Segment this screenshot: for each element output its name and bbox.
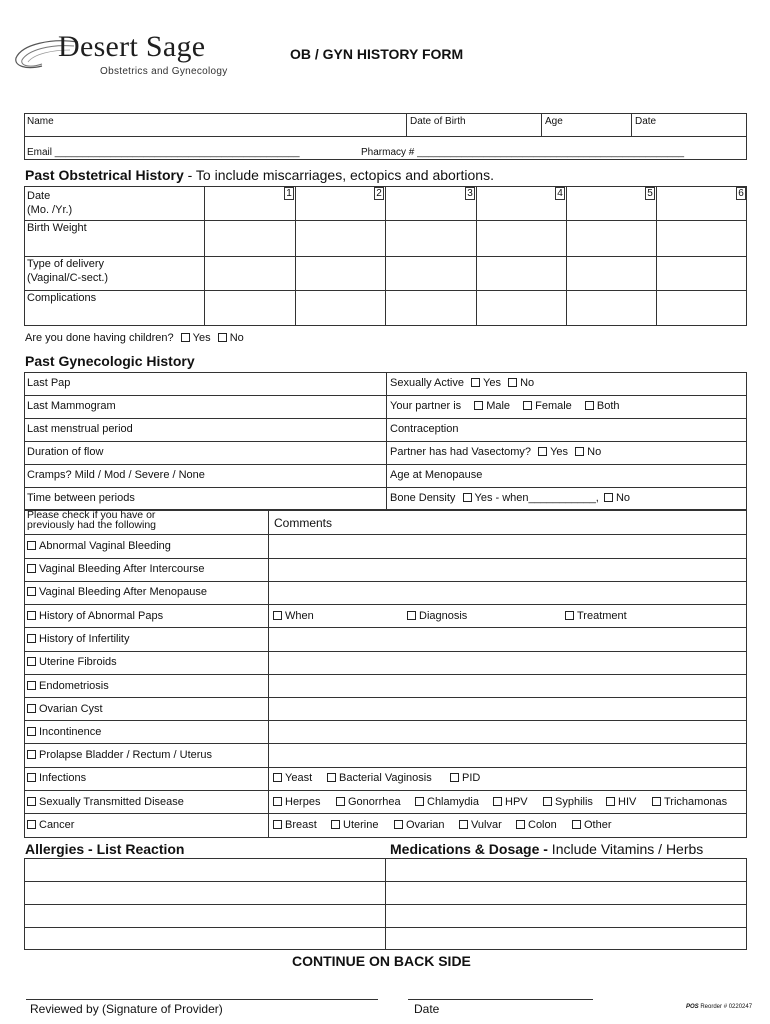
- condition-std[interactable]: Sexually Transmitted Disease: [27, 796, 184, 808]
- contraception-field[interactable]: Contraception: [390, 423, 459, 435]
- cancer-breast-checkbox[interactable]: Breast: [273, 819, 317, 831]
- ob-row-delivery: Type of delivery (Vaginal/C-sect.): [27, 258, 109, 284]
- std-gonorrhea-checkbox[interactable]: Gonorrhea: [336, 796, 401, 808]
- ob-col-4: 4: [555, 187, 565, 200]
- sexually-active-yes-checkbox[interactable]: [471, 378, 480, 387]
- dob-field[interactable]: Date of Birth: [410, 116, 466, 127]
- form-title: OB / GYN HISTORY FORM: [290, 46, 464, 62]
- condition-infertility[interactable]: History of Infertility: [27, 633, 129, 645]
- ob-col-1: 1: [284, 187, 294, 200]
- condition-abnormal-paps[interactable]: History of Abnormal Paps: [27, 610, 163, 622]
- last-menstrual-field[interactable]: Last menstrual period: [27, 423, 133, 435]
- paps-treatment-checkbox[interactable]: Treatment: [565, 610, 627, 622]
- bone-density-row: Bone Density Yes - when___________, No: [390, 492, 630, 504]
- std-herpes-checkbox[interactable]: Herpes: [273, 796, 320, 808]
- infection-yeast-checkbox[interactable]: Yeast: [273, 772, 312, 784]
- vasectomy-no-checkbox[interactable]: [575, 447, 584, 456]
- partner-male-checkbox[interactable]: [474, 401, 483, 410]
- done-having-children: Are you done having children? Yes No: [25, 332, 244, 344]
- check-header: Please check if you have or previously had the following: [27, 509, 156, 531]
- sexually-active-no-checkbox[interactable]: [508, 378, 517, 387]
- cramps-field[interactable]: Cramps? Mild / Mod / Severe / None: [27, 469, 205, 481]
- ob-col-5: 5: [645, 187, 655, 200]
- email-field[interactable]: Email ____________________________________________: [27, 147, 300, 158]
- condition-fibroids[interactable]: Uterine Fibroids: [27, 656, 117, 668]
- comments-header: Comments: [274, 516, 333, 530]
- condition-endometriosis[interactable]: Endometriosis: [27, 680, 109, 692]
- paps-diagnosis-checkbox[interactable]: Diagnosis: [407, 610, 467, 622]
- review-date-line[interactable]: [408, 999, 593, 1000]
- name-field[interactable]: Name: [27, 116, 54, 127]
- signature-line[interactable]: [26, 999, 378, 1000]
- reviewed-by-label: Reviewed by (Signature of Provider): [30, 1002, 223, 1016]
- condition-infections[interactable]: Infections: [27, 772, 86, 784]
- ob-col-2: 2: [374, 187, 384, 200]
- std-hiv-checkbox[interactable]: HIV: [606, 796, 636, 808]
- menopause-age-field[interactable]: Age at Menopause: [390, 469, 483, 481]
- paps-when-checkbox[interactable]: When: [273, 610, 314, 622]
- vasectomy-yes-checkbox[interactable]: [538, 447, 547, 456]
- cancer-other-checkbox[interactable]: Other: [572, 819, 612, 831]
- std-trichamonas-checkbox[interactable]: Trichamonas: [652, 796, 727, 808]
- done-yes-checkbox[interactable]: [181, 333, 190, 342]
- continue-notice: CONTINUE ON BACK SIDE: [292, 953, 471, 969]
- condition-ovarian-cyst[interactable]: Ovarian Cyst: [27, 703, 103, 715]
- vasectomy-row: Partner has had Vasectomy? Yes No: [390, 446, 602, 458]
- date-field[interactable]: Date: [635, 116, 657, 127]
- infection-pid-checkbox[interactable]: PID: [450, 772, 480, 784]
- age-field[interactable]: Age: [545, 116, 563, 127]
- ob-row-birth-weight: Birth Weight: [27, 222, 87, 234]
- reorder-number: POS Reorder # 0220247: [686, 1004, 753, 1010]
- infection-bv-checkbox[interactable]: Bacterial Vaginosis: [327, 772, 432, 784]
- review-date-label: Date: [414, 1002, 440, 1016]
- bone-density-no-checkbox[interactable]: [604, 493, 613, 502]
- medications-heading: Medications & Dosage - Include Vitamins / Herbs: [390, 841, 704, 857]
- condition-incontinence[interactable]: Incontinence: [27, 726, 101, 738]
- obstetrical-heading: Past Obstetrical History - To include miscarriages, ectopics and abortions.: [25, 167, 494, 183]
- condition-bleeding-menopause[interactable]: Vaginal Bleeding After Menopause: [27, 586, 207, 598]
- time-between-periods-field[interactable]: Time between periods: [27, 492, 135, 504]
- bone-density-yes-checkbox[interactable]: [463, 493, 472, 502]
- logo-wordmark: Desert Sage: [58, 30, 206, 63]
- std-chlamydia-checkbox[interactable]: Chlamydia: [415, 796, 479, 808]
- ob-col-6: 6: [736, 187, 746, 200]
- std-syphilis-checkbox[interactable]: Syphilis: [543, 796, 593, 808]
- cancer-ovarian-checkbox[interactable]: Ovarian: [394, 819, 445, 831]
- done-no-checkbox[interactable]: [218, 333, 227, 342]
- partner-both-checkbox[interactable]: [585, 401, 594, 410]
- allergies-heading: Allergies - List Reaction: [25, 841, 185, 857]
- std-hpv-checkbox[interactable]: HPV: [493, 796, 528, 808]
- condition-prolapse[interactable]: Prolapse Bladder / Rectum / Uterus: [27, 749, 212, 761]
- cancer-uterine-checkbox[interactable]: Uterine: [331, 819, 378, 831]
- last-pap-field[interactable]: Last Pap: [27, 377, 71, 389]
- condition-cancer[interactable]: Cancer: [27, 819, 74, 831]
- pharmacy-field[interactable]: Pharmacy # ________________________________________________: [361, 147, 685, 158]
- logo-subtitle: Obstetrics and Gynecology: [100, 66, 228, 77]
- duration-flow-field[interactable]: Duration of flow: [27, 446, 104, 458]
- ob-row-date: Date (Mo. /Yr.): [27, 190, 73, 216]
- cancer-vulvar-checkbox[interactable]: Vulvar: [459, 819, 502, 831]
- partner-female-checkbox[interactable]: [523, 401, 532, 410]
- last-mammogram-field[interactable]: Last Mammogram: [27, 400, 116, 412]
- ob-col-3: 3: [465, 187, 475, 200]
- condition-abnormal-bleeding[interactable]: Abnormal Vaginal Bleeding: [27, 540, 171, 552]
- ob-row-complications: Complications: [27, 292, 97, 304]
- condition-bleeding-intercourse[interactable]: Vaginal Bleeding After Intercourse: [27, 563, 205, 575]
- partner-row: Your partner is Male Female Both: [390, 400, 620, 412]
- gynecologic-heading: Past Gynecologic History: [25, 353, 195, 369]
- sexually-active-row: Sexually Active Yes No: [390, 377, 535, 389]
- cancer-colon-checkbox[interactable]: Colon: [516, 819, 557, 831]
